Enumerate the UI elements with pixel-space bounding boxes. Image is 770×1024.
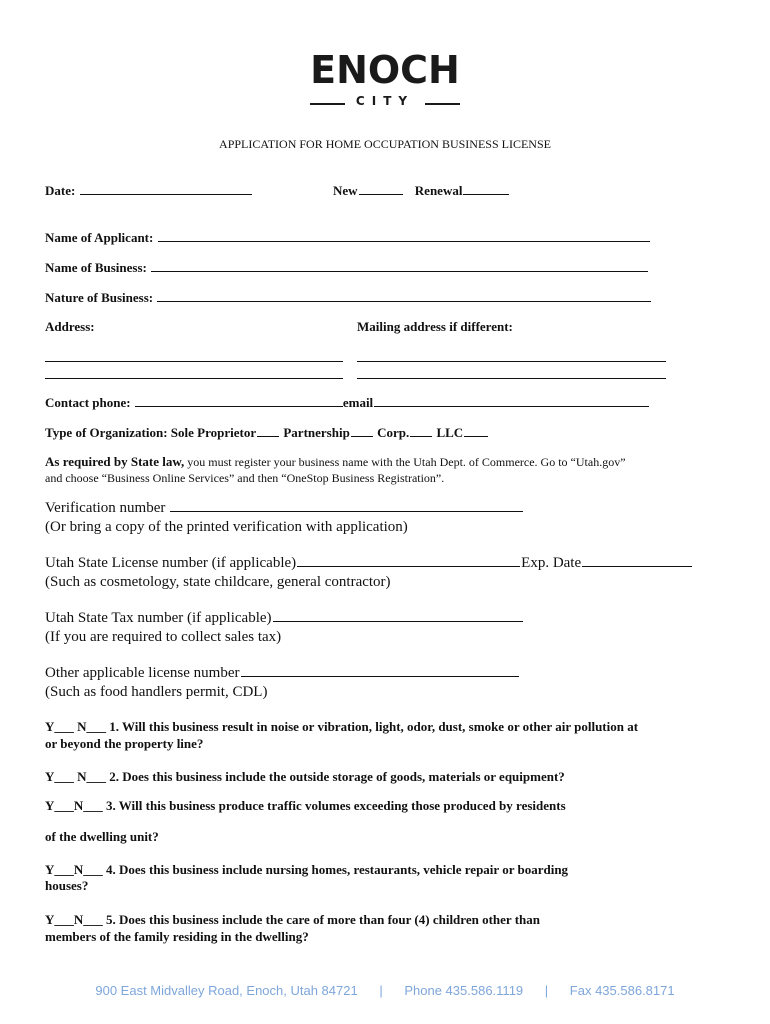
date-field[interactable]	[80, 193, 252, 195]
llc-label: LLC	[436, 425, 464, 440]
state-license-row	[45, 555, 693, 572]
question-5-line-1: Y___N___ 5. Does this business include the care of more than four (4) children other than	[45, 912, 540, 927]
applicant-row	[45, 230, 651, 246]
renewal-label: Renewal	[414, 183, 463, 198]
business-field[interactable]	[151, 270, 648, 272]
partnership-label: Partnership	[283, 425, 350, 440]
question-3-line-2: of the dwelling unit?	[45, 829, 159, 844]
state-law-line-2: and choose “Business Online Services” and then “OneStop Business Registration”.	[45, 471, 445, 485]
mailing-label: Mailing address if different:	[357, 319, 513, 334]
other-license-row	[45, 665, 520, 682]
tax-label: Utah State Tax number (if applicable)	[45, 610, 272, 626]
question-5-line-2: members of the family residing in the dwelling?	[45, 929, 309, 944]
exp-date-field[interactable]	[582, 565, 692, 567]
other-license-field[interactable]	[241, 675, 519, 677]
verification-label: Verification number	[45, 500, 166, 516]
state-license-label: Utah State License number (if applicable)	[45, 555, 297, 571]
tax-note: (If you are required to collect sales tax)	[45, 629, 282, 645]
form-title: APPLICATION FOR HOME OCCUPATION BUSINESS LICENSE	[219, 137, 551, 151]
verification-note: (Or bring a copy of the printed verification with application)	[45, 519, 408, 535]
business-label: Name of Business:	[45, 260, 147, 275]
question-1-line-2: or beyond the property line?	[45, 736, 204, 751]
verification-field[interactable]	[170, 510, 523, 512]
address-line-1[interactable]	[45, 361, 343, 362]
sole-proprietor-field[interactable]	[257, 435, 279, 437]
logo-rule-right	[425, 103, 460, 105]
question-2: Y___ N___ 2. Does this business include the outside storage of goods, materials or equipment?	[45, 769, 565, 784]
nature-label: Nature of Business:	[45, 290, 154, 305]
state-license-field[interactable]	[297, 565, 520, 567]
enoch-city-logo	[300, 48, 470, 114]
question-3-line-1: Y___N___ 3. Will this business produce traffic volumes exceeding those produced by residents	[45, 798, 566, 813]
email-field[interactable]	[374, 405, 649, 407]
corp-label: Corp.	[377, 425, 410, 440]
new-renewal-row	[333, 183, 510, 199]
llc-field[interactable]	[464, 435, 488, 437]
phone-field[interactable]	[135, 405, 343, 407]
question-4-line-1: Y___N___ 4. Does this business include nursing homes, restaurants, vehicle repair or boarding	[45, 862, 569, 877]
state-law-text-1: you must register your business name with the Utah Dept. of Commerce. Go to “Utah.gov”	[184, 455, 626, 469]
nature-row	[45, 290, 652, 306]
footer-contact	[0, 983, 770, 998]
corp-field[interactable]	[410, 435, 432, 437]
mailing-line-1[interactable]	[357, 361, 666, 362]
other-license-label: Other applicable license number	[45, 665, 240, 681]
address-line-2[interactable]	[45, 378, 343, 379]
state-license-note: (Such as cosmetology, state childcare, general contractor)	[45, 574, 391, 590]
applicant-field[interactable]	[158, 240, 650, 242]
new-field[interactable]	[359, 193, 403, 195]
contact-row	[45, 395, 650, 411]
mailing-line-2[interactable]	[357, 378, 666, 379]
logo-wordmark: ENOCH	[310, 48, 460, 92]
renewal-field[interactable]	[463, 193, 509, 195]
organization-row	[45, 425, 489, 441]
state-law-line-1	[45, 454, 626, 470]
footer-separator-1: |	[379, 983, 383, 998]
partnership-field[interactable]	[351, 435, 373, 437]
applicant-label: Name of Applicant:	[45, 230, 154, 245]
phone-label: Contact phone:	[45, 395, 131, 410]
nature-field[interactable]	[157, 300, 651, 302]
footer-address: 900 East Midvalley Road, Enoch, Utah 84721	[95, 983, 358, 998]
footer-separator-2: |	[544, 983, 549, 998]
business-row	[45, 260, 649, 276]
question-1-line-1: Y___ N___ 1. Will this business result in noise or vibration, light, odor, dust, smoke or other air pollution at	[45, 719, 639, 734]
org-label: Type of Organization: Sole Proprietor	[45, 425, 257, 440]
state-law-bold: As required by State law,	[45, 454, 185, 469]
exp-date-label: Exp. Date	[521, 555, 582, 571]
date-label: Date:	[45, 183, 76, 198]
logo-subtitle: CITY	[355, 94, 415, 108]
new-label: New	[333, 183, 358, 198]
question-4-line-2: houses?	[45, 878, 89, 893]
address-label: Address:	[45, 319, 95, 334]
tax-row	[45, 610, 524, 627]
other-license-note: (Such as food handlers permit, CDL)	[45, 684, 268, 700]
date-row	[45, 183, 253, 199]
verification-row	[45, 500, 524, 517]
tax-field[interactable]	[273, 620, 523, 622]
email-label: email	[342, 395, 374, 410]
footer-fax: Fax 435.586.8171	[569, 983, 675, 998]
footer-phone: Phone 435.586.1119	[404, 983, 524, 998]
